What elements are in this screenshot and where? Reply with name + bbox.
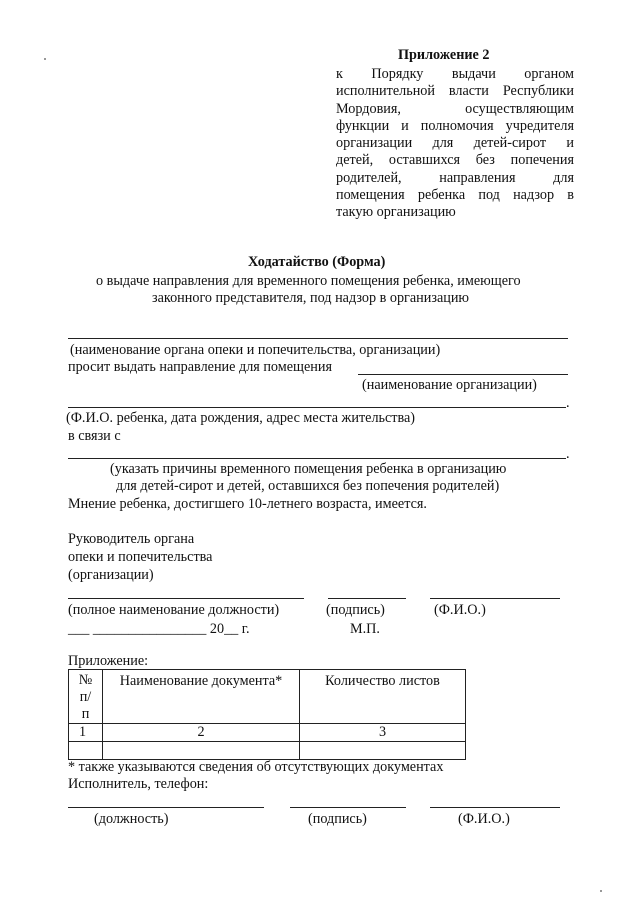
executor-fio-hint: (Ф.И.О.): [458, 811, 510, 827]
position-hint: (полное наименование должности): [68, 602, 280, 618]
reason-line: [68, 458, 566, 459]
table-cell: 3: [300, 724, 466, 742]
organ-name-hint: (наименование органа опеки и попечительства, организации): [70, 342, 441, 358]
head-title: (организации): [68, 567, 154, 583]
appendix-title: Приложение 2: [398, 47, 490, 63]
form-subtitle: законного представителя, под надзор в организацию: [152, 290, 470, 306]
executor-label: Исполнитель, телефон:: [68, 776, 209, 792]
child-info-dot: .: [566, 395, 570, 411]
date-line: ___ ________________ 20__ г.: [68, 621, 250, 637]
form-title: Ходатайство (Форма): [248, 254, 386, 270]
child-info-hint: (Ф.И.О. ребенка, дата рождения, адрес места жительства): [66, 410, 416, 426]
organization-name-hint: (наименование организации): [362, 377, 537, 393]
attachment-table: [68, 669, 466, 760]
table-row: [69, 724, 466, 742]
form-subtitle: о выдаче направления для временного помещения ребенка, имеющего: [96, 273, 521, 289]
signature-hint: (подпись): [326, 602, 385, 618]
executor-signature-line: [290, 807, 406, 808]
table-header-num: [69, 670, 103, 724]
table-cell: [300, 742, 466, 760]
fio-hint: (Ф.И.О.): [434, 602, 486, 618]
in-connection-text: в связи с: [68, 428, 121, 444]
reason-hint: для детей-сирот и детей, оставшихся без попечения родителей): [116, 478, 500, 494]
scan-speck: [600, 890, 602, 892]
table-cell: 2: [103, 724, 300, 742]
fio-line: [430, 598, 560, 599]
footnote: * также указываются сведения об отсутствующих документах: [68, 759, 444, 775]
attachment-label: Приложение:: [68, 653, 149, 669]
child-opinion: Мнение ребенка, достигшего 10-летнего возраста, имеется.: [68, 496, 427, 512]
table-header-row: [69, 670, 466, 724]
signature-line: [328, 598, 406, 599]
table-header-num-text: № п/ п: [78, 672, 93, 722]
child-info-line: [68, 407, 566, 408]
position-line: [68, 598, 304, 599]
appendix-text: [336, 66, 574, 222]
reason-hint: (указать причины временного помещения ребенка в организацию: [110, 461, 507, 477]
reason-dot: .: [566, 446, 570, 462]
appendix-line: детей, оставшихся без попечения: [336, 152, 574, 169]
stamp-place: М.П.: [350, 621, 380, 637]
table-cell: [69, 742, 103, 760]
appendix-line: помещения ребенка под надзор в: [336, 187, 574, 204]
executor-fio-line: [430, 807, 560, 808]
appendix-line: такую организацию: [336, 204, 456, 221]
head-title: опеки и попечительства: [68, 549, 213, 565]
table-row: [69, 742, 466, 760]
executor-signature-hint: (подпись): [308, 811, 367, 827]
scan-speck: [44, 58, 46, 60]
appendix-line: исполнительной власти Республики: [336, 83, 574, 100]
request-text: просит выдать направление для помещения: [68, 359, 332, 375]
appendix-line: к Порядку выдачи органом: [336, 66, 574, 82]
appendix-line: функции и полномочия учредителя: [336, 117, 574, 134]
organization-line: [358, 374, 568, 375]
table-header-doc: Наименование документа*: [103, 670, 300, 724]
appendix-line: Мордовия, осуществляющим: [336, 100, 574, 117]
table-cell: 1: [69, 724, 103, 742]
appendix-line: родителей, направления для: [336, 169, 574, 186]
executor-position-line: [68, 807, 264, 808]
appendix-line: организации для детей-сирот и: [336, 135, 574, 152]
head-title: Руководитель органа: [68, 531, 195, 547]
organ-name-line: [68, 338, 568, 339]
executor-position-hint: (должность): [94, 811, 169, 827]
table-cell: [103, 742, 300, 760]
table-header-count: Количество листов: [300, 670, 466, 724]
